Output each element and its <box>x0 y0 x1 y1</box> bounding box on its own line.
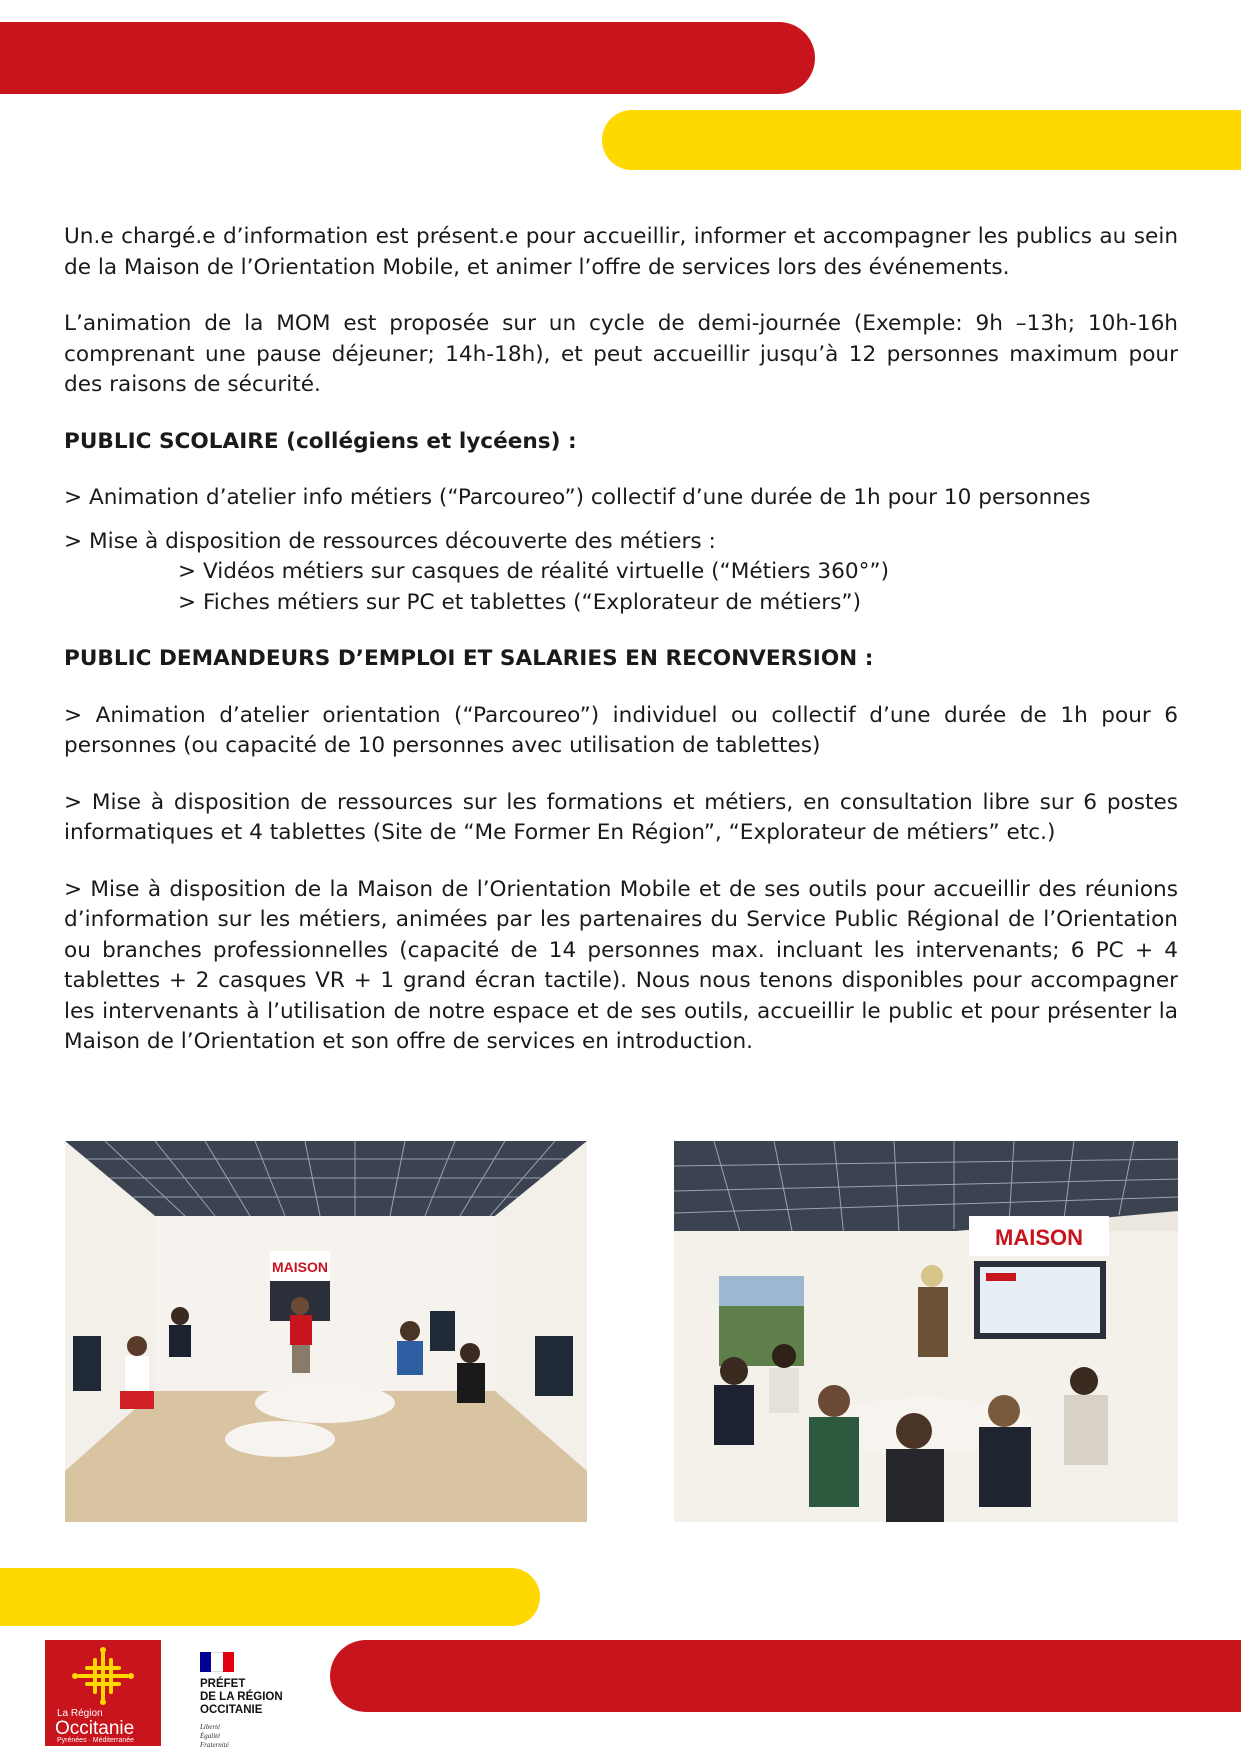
header-red-band <box>0 22 815 94</box>
prefet-line2: DE LA RÉGION <box>200 1691 283 1703</box>
prefet-region-logo <box>194 1652 324 1752</box>
prefet-motto1: Liberté <box>200 1723 221 1731</box>
scolaire-item-atelier: > Animation d’atelier info métiers (“Parcoureo”) collectif d’une durée de 1h pour 10 personnes <box>64 485 1091 510</box>
header-yellow-band <box>602 110 1241 170</box>
document-body <box>64 222 1178 1058</box>
french-flag-icon <box>200 1652 234 1672</box>
demandeurs-item-ressources: > Mise à disposition de ressources sur les formations et métiers, en consultation libre sur 6 postes informatiques et 4 tablettes (Site de “Me Former En Région”, “Explorateur de métiers” etc.) <box>64 789 1178 845</box>
prefet-line3: OCCITANIE <box>200 1704 263 1716</box>
prefet-motto3: Fraternité <box>200 1741 229 1749</box>
region-logo-line1: La Région <box>57 1708 103 1719</box>
animation-paragraph: L’animation de la MOM est proposée sur un cycle de demi-journée (Exemple: 9h –13h; 10h-16h comprenant une pause déjeuner; 14h-18h), et peut accueillir jusqu’à 12 personnes maximum pour des raisons de sécurité. <box>64 311 1178 397</box>
region-logo-line3: Pyrénées · Méditerranée <box>57 1737 135 1744</box>
demandeurs-item-reunions: > Mise à disposition de la Maison de l’Orientation Mobile et de ses outils pour accueillir des réunions d’information sur les métiers, animées par les partenaires du Service Public Régional de l’Orientation ou branches professionnelles (capacité de 14 personnes max. incluant les intervenants; 6 PC + 4 tablettes + 2 casques VR + 1 grand écran tactile). Nous nous tenons disponibles pour accompagner les intervenants à l’utilisation de notre espace et de ses outils, accueillir le public et pour présenter la Maison de l’Orientation et son offre de services en introduction. <box>64 876 1178 1054</box>
svg-text:MAISON: MAISON <box>995 1225 1083 1250</box>
scolaire-subitem-videos: > Vidéos métiers sur casques de réalité virtuelle (“Métiers 360°”) <box>178 559 889 584</box>
region-logo-line2: Occitanie <box>55 1718 135 1739</box>
region-occitanie-logo <box>45 1640 161 1746</box>
footer-yellow-band <box>0 1568 540 1626</box>
prefet-motto2: Égalité <box>200 1732 221 1740</box>
footer-red-band <box>330 1640 1241 1712</box>
photo-mom-interior-students <box>65 1141 587 1522</box>
heading-public-demandeurs: PUBLIC DEMANDEURS D’EMPLOI ET SALARIES EN RECONVERSION : <box>64 646 874 671</box>
scolaire-subitem-fiches: > Fiches métiers sur PC et tablettes (“Explorateur de métiers”) <box>178 589 862 615</box>
scolaire-item-ressources: > Mise à disposition de ressources découverte des métiers : <box>64 528 716 554</box>
occitan-cross-icon <box>69 1646 137 1706</box>
intro-paragraph: Un.e chargé.e d’information est présent.e pour accueillir, informer et accompagner les publics au sein de la Maison de l’Orientation Mobile, et animer l’offre de services lors des événements. <box>64 224 1178 280</box>
prefet-line1: PRÉFET <box>200 1678 246 1690</box>
heading-public-scolaire: PUBLIC SCOLAIRE (collégiens et lycéens) : <box>64 428 577 454</box>
svg-text:MAISON: MAISON <box>272 1259 328 1275</box>
photo-mom-workshop-session <box>674 1141 1178 1522</box>
demandeurs-item-atelier: > Animation d’atelier orientation (“Parcoureo”) individuel ou collectif d’une durée de 1h pour 6 personnes (ou capacité de 10 personnes avec utilisation de tablettes) <box>64 702 1178 758</box>
